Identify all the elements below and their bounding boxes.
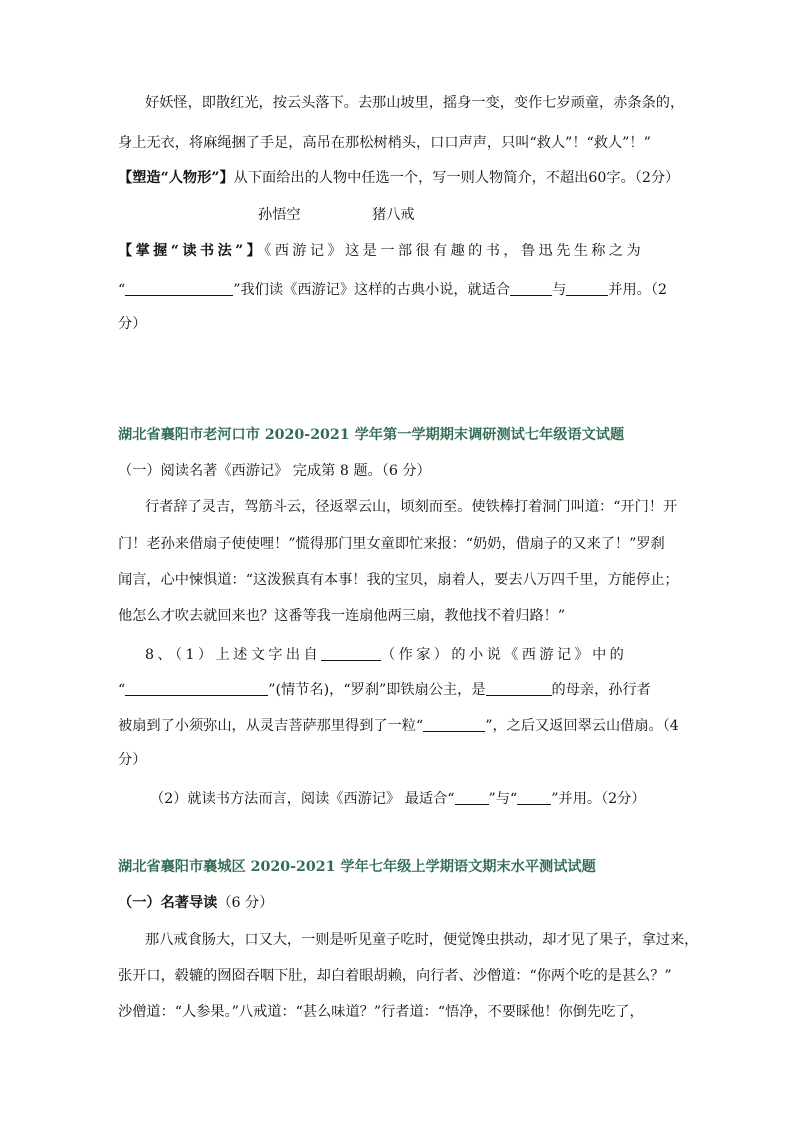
question-character-profile — [118, 171, 679, 185]
question-text: 与 — [552, 282, 567, 299]
answer-blank[interactable] — [517, 790, 551, 805]
question-8-line2 — [118, 681, 651, 697]
paragraph-line: 沙僧道：“人参果。”八戒道：“甚么味道？”行者道：“悟净，不要睬他！你倒先吃了， — [118, 1004, 644, 1020]
question-text: （2）就读书方法而言，阅读《西游记》 最适合“ — [150, 791, 455, 808]
question-8-line1 — [145, 646, 627, 662]
paragraph-line: 门！老孙来借扇子使使哩！”慌得那门里女童即忙来报：“奶奶，借扇子的又来了！”罗刹 — [118, 536, 665, 552]
quote-mark: “ — [118, 282, 126, 299]
exam-heading: 湖北省襄阳市老河口市 2020-2021 学年第一学期期末调研测试七年级语文试题 — [118, 427, 625, 443]
question-text: ”我们读《西游记》这样的古典小说，就适合 — [233, 282, 511, 299]
question-text: ”与“ — [488, 791, 518, 808]
answer-blank[interactable] — [423, 717, 485, 732]
question-text: 的母亲，孙行者 — [551, 682, 651, 699]
paragraph-line: 他怎么才吹去就回来也？这番等我一连扇他两三扇，教他找不着归路！” — [118, 608, 566, 624]
question-text: 8、（1）上述文字出自 — [145, 647, 322, 664]
paragraph-line: 身上无衣，将麻绳捆了手足，高吊在那松树梢头，口口声声，只叫“救人”！“救人”！” — [118, 135, 651, 151]
question-text: ”并用。（2分） — [551, 791, 646, 808]
question-reading-method-line3: 分） — [118, 316, 147, 332]
paragraph-line: 好妖怪，即散红光，按云头落下。去那山坡里，摇身一变，变作七岁顽童，赤条条的， — [145, 95, 685, 111]
paragraph-line: 张开口，毂辘的囫囵吞咽下肚，却白着眼胡赖，向行者、沙僧道：“你两个吃的是甚么？” — [118, 968, 672, 984]
question-text: 从下面给出的人物中任选一个，写一则人物简介，不超出60字。（2分） — [233, 170, 680, 186]
answer-blank[interactable] — [455, 790, 489, 805]
answer-blank[interactable] — [566, 281, 608, 296]
exam-heading: 湖北省襄阳市襄城区 2020-2021 学年七年级上学期语文期末水平测试试题 — [118, 859, 596, 875]
question-8-line4: 分） — [118, 752, 147, 768]
answer-blank[interactable] — [510, 281, 552, 296]
paragraph-line: 行者辞了灵吉，驾筋斗云，径返翠云山，顷刻而至。使铁棒打着洞门叫道：“开门！开 — [145, 499, 678, 515]
question-text: 并用。（2 — [608, 282, 667, 299]
section-score: （6 分） — [217, 895, 274, 911]
section-label: （一）名著导读 — [118, 895, 218, 911]
question-text: ”(情节名)，“罗刹”即铁扇公主，是 — [268, 682, 486, 699]
question-label: 【掌握“读书法”】 — [118, 243, 265, 259]
question-reading-method — [118, 244, 644, 258]
question-8-line3 — [118, 717, 679, 733]
paragraph-line: 闻言，心中悚惧道：“这泼猴真有本事！我的宝贝，扇着人，要去八万四千里，方能停止； — [118, 572, 679, 588]
choice-zhubajie: 猪八戒 — [372, 207, 415, 223]
answer-blank[interactable] — [321, 646, 381, 661]
answer-blank[interactable] — [486, 681, 552, 696]
question-text: 《西游记》这是一部很有趣的书，鲁迅先生称之为 — [264, 243, 645, 259]
question-reading-method-line2 — [118, 281, 667, 297]
paragraph-line: 那八戒食肠大，口又大，一则是听见童子吃时，便觉馋虫拱动，却才见了果子，拿过来， — [145, 932, 699, 948]
question-text: （作家）的小说《西游记》中的 — [381, 647, 628, 664]
section-subtitle: （一）阅读名著《西游记》 完成第 8 题。（6 分） — [118, 463, 431, 479]
question-8-part2 — [150, 790, 646, 806]
quote-mark: “ — [118, 682, 126, 699]
choice-sunwukong: 孙悟空 — [258, 207, 301, 223]
question-text: ”，之后又返回翠云山借扇。（4 — [485, 718, 679, 735]
answer-blank[interactable] — [125, 281, 233, 296]
answer-blank[interactable] — [125, 681, 268, 696]
question-label: 【塑造“人物形”】 — [118, 170, 234, 186]
question-text: 被扇到了小须弥山，从灵吉菩萨那里得到了一粒“ — [118, 718, 424, 735]
section-subtitle — [118, 896, 273, 910]
